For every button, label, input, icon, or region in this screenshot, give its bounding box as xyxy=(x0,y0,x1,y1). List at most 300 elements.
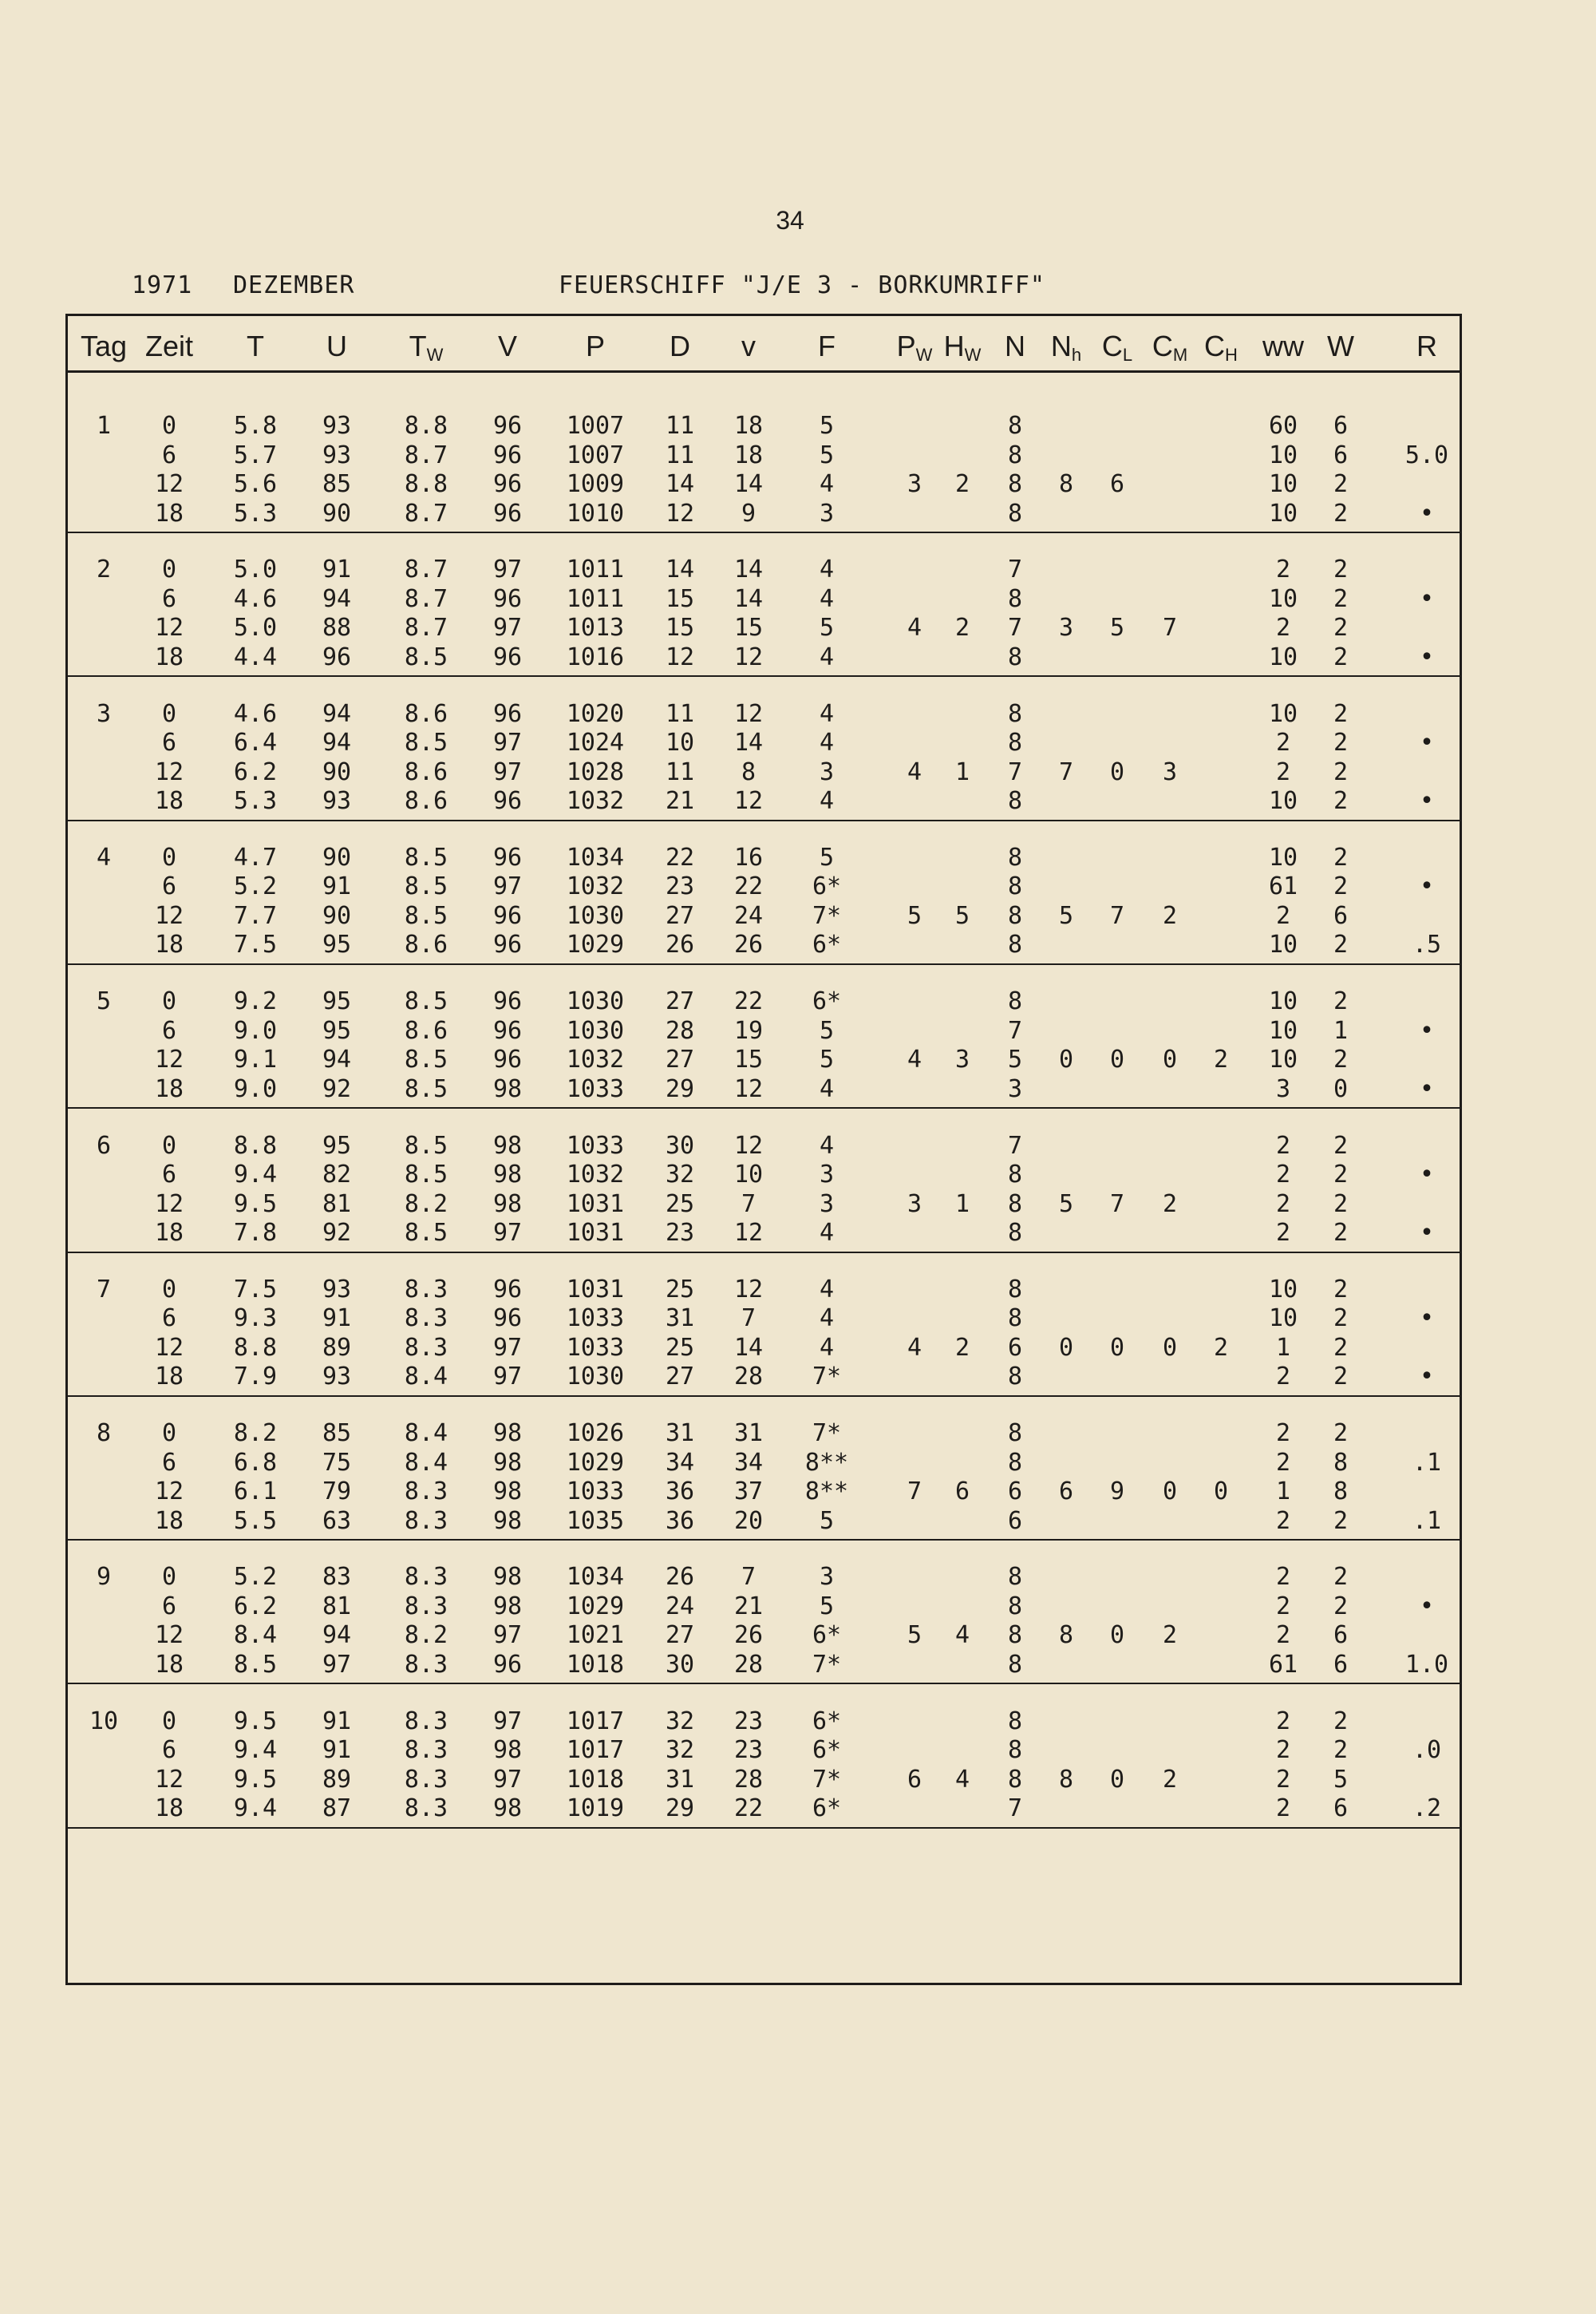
cell-f: 5 xyxy=(819,1046,835,1074)
cell-f: 4 xyxy=(819,470,835,498)
cell-hw: 1 xyxy=(954,1189,970,1218)
cell-tw: 8.6 xyxy=(404,931,448,959)
cell-p: 1029 xyxy=(566,931,625,959)
cell-zeit: 0 xyxy=(161,1419,177,1448)
cell-v: 12 xyxy=(733,1275,764,1303)
column-header-label: N xyxy=(1050,330,1072,362)
cell-t: 5.2 xyxy=(233,1563,278,1592)
cell-f: 4 xyxy=(819,556,835,584)
cell-p: 1007 xyxy=(566,441,625,469)
cell-w: 2 xyxy=(1333,787,1349,816)
cell-n: 8 xyxy=(1007,787,1023,816)
header-rule xyxy=(68,370,1460,373)
cell-p: 1032 xyxy=(566,1046,625,1074)
cell-d: 31 xyxy=(665,1765,695,1794)
cell-tw: 8.6 xyxy=(404,787,448,816)
cell-f: 5 xyxy=(819,843,835,872)
cell-n: 8 xyxy=(1007,1448,1023,1477)
cell-tw: 8.5 xyxy=(404,1131,448,1160)
cell-ww: 10 xyxy=(1268,1304,1298,1333)
cell-ww: 61 xyxy=(1268,1650,1298,1679)
cell-tw: 8.7 xyxy=(404,584,448,613)
cell-u: 88 xyxy=(322,614,352,643)
cell-t: 8.8 xyxy=(233,1333,278,1362)
cell-ww: 2 xyxy=(1275,757,1291,786)
cell-tw: 8.4 xyxy=(404,1419,448,1448)
cell-zeit: 18 xyxy=(154,1794,184,1823)
cell-cm: 0 xyxy=(1162,1333,1178,1362)
cell-v: 12 xyxy=(733,1219,764,1247)
cell-t: 4.6 xyxy=(233,584,278,613)
cell-v: 22 xyxy=(733,987,764,1016)
cell-n: 8 xyxy=(1007,729,1023,757)
cell-f: 4 xyxy=(819,729,835,757)
cell-ww: 2 xyxy=(1275,1448,1291,1477)
cell-w: 2 xyxy=(1333,1736,1349,1765)
cell-w: 6 xyxy=(1333,412,1349,440)
cell-t: 6.2 xyxy=(233,1592,278,1620)
cell-zeit: 0 xyxy=(161,987,177,1016)
cell-r: 5.0 xyxy=(1404,441,1449,469)
cell-u: 95 xyxy=(322,1016,352,1045)
cell-p: 1011 xyxy=(566,584,625,613)
column-header-subscript: W xyxy=(915,345,933,365)
cell-w: 6 xyxy=(1333,1794,1349,1823)
column-header-zeit xyxy=(145,330,193,363)
cell-u: 83 xyxy=(322,1563,352,1592)
cell-n: 6 xyxy=(1007,1506,1023,1535)
cell-zeit: 12 xyxy=(154,470,184,498)
column-header-v xyxy=(498,330,517,363)
cell-d: 32 xyxy=(665,1736,695,1765)
cell-v: 96 xyxy=(492,499,523,528)
cell-tw: 8.5 xyxy=(404,843,448,872)
cell-t: 6.1 xyxy=(233,1477,278,1506)
cell-v: 96 xyxy=(492,1275,523,1303)
column-header-cm xyxy=(1152,330,1187,366)
cell-t: 9.0 xyxy=(233,1074,278,1103)
cell-cl: 0 xyxy=(1109,757,1125,786)
cell-d: 14 xyxy=(665,470,695,498)
cell-d: 26 xyxy=(665,1563,695,1592)
day-separator xyxy=(68,1827,1460,1829)
column-header-pw xyxy=(897,330,933,366)
column-header-label: P xyxy=(896,330,916,362)
cell-v: 10 xyxy=(733,1161,764,1189)
cell-f: 4 xyxy=(819,699,835,728)
cell-v: 98 xyxy=(492,1794,523,1823)
cell-d: 11 xyxy=(665,757,695,786)
cell-zeit: 18 xyxy=(154,643,184,671)
cell-n: 8 xyxy=(1007,901,1023,930)
cell-p: 1033 xyxy=(566,1333,625,1362)
cell-zeit: 18 xyxy=(154,1506,184,1535)
column-header-v xyxy=(741,330,756,363)
day-number: 1 xyxy=(96,412,112,440)
column-header-u xyxy=(326,330,347,363)
cell-zeit: 12 xyxy=(154,1333,184,1362)
cell-n: 8 xyxy=(1007,1161,1023,1189)
cell-w: 2 xyxy=(1333,1304,1349,1333)
cell-u: 94 xyxy=(322,699,352,728)
cell-w: 6 xyxy=(1333,1650,1349,1679)
column-header-label: P xyxy=(585,330,606,362)
cell-w: 2 xyxy=(1333,1592,1349,1620)
cell-v: 12 xyxy=(733,787,764,816)
cell-ww: 2 xyxy=(1275,901,1291,930)
cell-d: 21 xyxy=(665,787,695,816)
cell-tw: 8.3 xyxy=(404,1506,448,1535)
cell-v: 7 xyxy=(741,1304,757,1333)
cell-n: 7 xyxy=(1007,1794,1023,1823)
cell-p: 1030 xyxy=(566,987,625,1016)
cell-v: 97 xyxy=(492,1621,523,1650)
cell-ww: 3 xyxy=(1275,1074,1291,1103)
cell-p: 1007 xyxy=(566,412,625,440)
cell-p: 1017 xyxy=(566,1707,625,1735)
day-number: 6 xyxy=(96,1131,112,1160)
cell-v: 20 xyxy=(733,1506,764,1535)
cell-p: 1017 xyxy=(566,1736,625,1765)
column-header-n xyxy=(1005,330,1025,363)
cell-f: 5 xyxy=(819,1016,835,1045)
cell-nh: 0 xyxy=(1058,1046,1074,1074)
cell-zeit: 12 xyxy=(154,901,184,930)
page-number: 34 xyxy=(776,206,804,235)
cell-n: 7 xyxy=(1007,556,1023,584)
cell-pw: 3 xyxy=(907,470,922,498)
cell-zeit: 18 xyxy=(154,1074,184,1103)
header-ship: FEUERSCHIFF "J/E 3 - BORKUMRIFF" xyxy=(559,271,1045,299)
cell-n: 8 xyxy=(1007,1419,1023,1448)
cell-f: 4 xyxy=(819,643,835,671)
day-number: 5 xyxy=(96,987,112,1016)
cell-d: 15 xyxy=(665,614,695,643)
cell-n: 8 xyxy=(1007,1363,1023,1391)
cell-t: 9.4 xyxy=(233,1794,278,1823)
cell-u: 82 xyxy=(322,1161,352,1189)
column-header-label: T xyxy=(247,330,264,362)
cell-n: 8 xyxy=(1007,843,1023,872)
cell-zeit: 0 xyxy=(161,843,177,872)
cell-p: 1030 xyxy=(566,1016,625,1045)
cell-t: 9.5 xyxy=(233,1189,278,1218)
cell-n: 7 xyxy=(1007,1131,1023,1160)
day-separator xyxy=(68,1107,1460,1109)
cell-tw: 8.5 xyxy=(404,1161,448,1189)
cell-tw: 8.4 xyxy=(404,1363,448,1391)
cell-tw: 8.5 xyxy=(404,872,448,901)
cell-tw: 8.3 xyxy=(404,1765,448,1794)
cell-d: 31 xyxy=(665,1304,695,1333)
cell-r: • xyxy=(1419,1592,1435,1620)
cell-ww: 2 xyxy=(1275,1592,1291,1620)
cell-ww: 2 xyxy=(1275,1765,1291,1794)
cell-w: 2 xyxy=(1333,757,1349,786)
cell-f: 7* xyxy=(812,1363,842,1391)
cell-r: • xyxy=(1419,499,1435,528)
cell-n: 8 xyxy=(1007,987,1023,1016)
cell-u: 63 xyxy=(322,1506,352,1535)
cell-r: .1 xyxy=(1412,1448,1442,1477)
cell-t: 6.8 xyxy=(233,1448,278,1477)
cell-u: 91 xyxy=(322,556,352,584)
cell-zeit: 12 xyxy=(154,757,184,786)
cell-u: 90 xyxy=(322,757,352,786)
cell-f: 4 xyxy=(819,787,835,816)
day-separator xyxy=(68,1252,1460,1253)
cell-tw: 8.6 xyxy=(404,699,448,728)
column-header-label: Tag xyxy=(80,330,128,362)
cell-ww: 10 xyxy=(1268,441,1298,469)
cell-ch: 2 xyxy=(1213,1333,1229,1362)
cell-zeit: 12 xyxy=(154,1477,184,1506)
cell-zeit: 0 xyxy=(161,412,177,440)
cell-hw: 2 xyxy=(954,1333,970,1362)
cell-tw: 8.7 xyxy=(404,499,448,528)
cell-zeit: 0 xyxy=(161,1275,177,1303)
cell-v: 15 xyxy=(733,1046,764,1074)
cell-v: 97 xyxy=(492,1363,523,1391)
cell-n: 8 xyxy=(1007,1736,1023,1765)
cell-r: • xyxy=(1419,643,1435,671)
cell-nh: 6 xyxy=(1058,1477,1074,1506)
cell-tw: 8.3 xyxy=(404,1592,448,1620)
cell-tw: 8.7 xyxy=(404,556,448,584)
cell-d: 32 xyxy=(665,1707,695,1735)
cell-tw: 8.5 xyxy=(404,643,448,671)
cell-n: 8 xyxy=(1007,643,1023,671)
cell-v: 98 xyxy=(492,1189,523,1218)
cell-pw: 3 xyxy=(907,1189,922,1218)
column-header-tag xyxy=(81,330,127,363)
cell-w: 8 xyxy=(1333,1477,1349,1506)
cell-t: 5.3 xyxy=(233,787,278,816)
cell-p: 1032 xyxy=(566,787,625,816)
cell-t: 8.2 xyxy=(233,1419,278,1448)
cell-t: 7.9 xyxy=(233,1363,278,1391)
cell-n: 8 xyxy=(1007,412,1023,440)
day-separator xyxy=(68,963,1460,965)
column-header-r xyxy=(1416,330,1437,363)
cell-w: 2 xyxy=(1333,499,1349,528)
cell-p: 1032 xyxy=(566,872,625,901)
column-header-subscript: W xyxy=(964,345,982,365)
cell-d: 23 xyxy=(665,872,695,901)
cell-tw: 8.2 xyxy=(404,1621,448,1650)
cell-ww: 10 xyxy=(1268,1016,1298,1045)
cell-u: 91 xyxy=(322,1736,352,1765)
cell-v: 18 xyxy=(733,412,764,440)
cell-d: 24 xyxy=(665,1592,695,1620)
cell-f: 6* xyxy=(812,1707,842,1735)
cell-cl: 5 xyxy=(1109,614,1125,643)
cell-n: 8 xyxy=(1007,1563,1023,1592)
cell-d: 29 xyxy=(665,1794,695,1823)
column-header-label: N xyxy=(1005,330,1025,362)
cell-w: 1 xyxy=(1333,1016,1349,1045)
column-header-subscript: W xyxy=(426,345,444,365)
cell-t: 4.7 xyxy=(233,843,278,872)
cell-n: 3 xyxy=(1007,1074,1023,1103)
column-header-label: T xyxy=(409,330,427,362)
cell-w: 2 xyxy=(1333,614,1349,643)
cell-f: 6* xyxy=(812,1794,842,1823)
cell-n: 6 xyxy=(1007,1477,1023,1506)
cell-tw: 8.8 xyxy=(404,470,448,498)
cell-d: 22 xyxy=(665,843,695,872)
cell-v: 96 xyxy=(492,584,523,613)
cell-v: 16 xyxy=(733,843,764,872)
column-header-subscript: H xyxy=(1225,345,1238,365)
cell-ww: 2 xyxy=(1275,1219,1291,1247)
column-header-label: C xyxy=(1152,330,1173,362)
cell-pw: 4 xyxy=(907,1046,922,1074)
cell-t: 5.3 xyxy=(233,499,278,528)
cell-u: 79 xyxy=(322,1477,352,1506)
cell-zeit: 0 xyxy=(161,699,177,728)
cell-w: 2 xyxy=(1333,1189,1349,1218)
day-separator xyxy=(68,1395,1460,1397)
cell-u: 90 xyxy=(322,901,352,930)
column-header-label: U xyxy=(326,330,347,362)
cell-f: 3 xyxy=(819,1189,835,1218)
cell-tw: 8.7 xyxy=(404,614,448,643)
cell-u: 93 xyxy=(322,412,352,440)
cell-ww: 1 xyxy=(1275,1477,1291,1506)
cell-d: 25 xyxy=(665,1189,695,1218)
cell-v: 14 xyxy=(733,729,764,757)
cell-ch: 0 xyxy=(1213,1477,1229,1506)
cell-w: 2 xyxy=(1333,931,1349,959)
column-header-subscript: h xyxy=(1071,345,1082,365)
cell-p: 1033 xyxy=(566,1304,625,1333)
cell-ww: 2 xyxy=(1275,1161,1291,1189)
cell-v: 97 xyxy=(492,1765,523,1794)
cell-v: 98 xyxy=(492,1131,523,1160)
cell-v: 97 xyxy=(492,729,523,757)
cell-v: 12 xyxy=(733,643,764,671)
cell-n: 8 xyxy=(1007,699,1023,728)
cell-p: 1033 xyxy=(566,1131,625,1160)
cell-v: 98 xyxy=(492,1592,523,1620)
cell-cl: 7 xyxy=(1109,901,1125,930)
cell-r: .0 xyxy=(1412,1736,1442,1765)
cell-u: 85 xyxy=(322,1419,352,1448)
cell-u: 94 xyxy=(322,729,352,757)
cell-d: 34 xyxy=(665,1448,695,1477)
cell-tw: 8.3 xyxy=(404,1563,448,1592)
cell-ww: 2 xyxy=(1275,1707,1291,1735)
cell-tw: 8.3 xyxy=(404,1650,448,1679)
cell-n: 8 xyxy=(1007,872,1023,901)
cell-u: 89 xyxy=(322,1765,352,1794)
cell-n: 8 xyxy=(1007,584,1023,613)
cell-d: 14 xyxy=(665,556,695,584)
cell-zeit: 6 xyxy=(161,1592,177,1620)
cell-tw: 8.6 xyxy=(404,1016,448,1045)
cell-tw: 8.3 xyxy=(404,1794,448,1823)
column-header-nh xyxy=(1051,330,1081,366)
cell-t: 6.4 xyxy=(233,729,278,757)
cell-cm: 3 xyxy=(1162,757,1178,786)
cell-nh: 8 xyxy=(1058,470,1074,498)
cell-w: 2 xyxy=(1333,584,1349,613)
cell-f: 5 xyxy=(819,441,835,469)
cell-zeit: 0 xyxy=(161,1563,177,1592)
cell-p: 1031 xyxy=(566,1219,625,1247)
cell-d: 28 xyxy=(665,1016,695,1045)
day-number: 2 xyxy=(96,556,112,584)
cell-p: 1016 xyxy=(566,643,625,671)
cell-w: 2 xyxy=(1333,1363,1349,1391)
cell-p: 1031 xyxy=(566,1275,625,1303)
cell-v: 9 xyxy=(741,499,757,528)
cell-hw: 5 xyxy=(954,901,970,930)
cell-tw: 8.3 xyxy=(404,1477,448,1506)
day-separator xyxy=(68,820,1460,821)
cell-ww: 2 xyxy=(1275,1189,1291,1218)
cell-v: 28 xyxy=(733,1363,764,1391)
cell-u: 96 xyxy=(322,643,352,671)
cell-tw: 8.3 xyxy=(404,1275,448,1303)
cell-p: 1024 xyxy=(566,729,625,757)
cell-nh: 8 xyxy=(1058,1621,1074,1650)
day-separator xyxy=(68,1683,1460,1684)
column-header-label: Zeit xyxy=(144,330,194,362)
cell-tw: 8.5 xyxy=(404,901,448,930)
cell-t: 9.5 xyxy=(233,1765,278,1794)
cell-v: 28 xyxy=(733,1650,764,1679)
cell-n: 8 xyxy=(1007,1275,1023,1303)
cell-tw: 8.8 xyxy=(404,412,448,440)
cell-d: 27 xyxy=(665,1046,695,1074)
cell-v: 24 xyxy=(733,901,764,930)
cell-ww: 2 xyxy=(1275,1363,1291,1391)
cell-p: 1029 xyxy=(566,1448,625,1477)
cell-d: 23 xyxy=(665,1219,695,1247)
cell-t: 5.7 xyxy=(233,441,278,469)
cell-u: 94 xyxy=(322,584,352,613)
cell-p: 1033 xyxy=(566,1074,625,1103)
cell-p: 1019 xyxy=(566,1794,625,1823)
cell-v: 14 xyxy=(733,584,764,613)
cell-f: 3 xyxy=(819,499,835,528)
cell-zeit: 0 xyxy=(161,1707,177,1735)
cell-v: 98 xyxy=(492,1736,523,1765)
cell-u: 97 xyxy=(322,1650,352,1679)
cell-ww: 10 xyxy=(1268,843,1298,872)
cell-w: 6 xyxy=(1333,1621,1349,1650)
cell-cl: 0 xyxy=(1109,1765,1125,1794)
cell-v: 22 xyxy=(733,1794,764,1823)
cell-n: 8 xyxy=(1007,931,1023,959)
cell-p: 1028 xyxy=(566,757,625,786)
cell-p: 1032 xyxy=(566,1161,625,1189)
cell-zeit: 6 xyxy=(161,1304,177,1333)
cell-t: 5.5 xyxy=(233,1506,278,1535)
cell-u: 90 xyxy=(322,499,352,528)
cell-u: 81 xyxy=(322,1592,352,1620)
cell-f: 7* xyxy=(812,1765,842,1794)
day-number: 7 xyxy=(96,1275,112,1303)
cell-p: 1029 xyxy=(566,1592,625,1620)
cell-t: 5.0 xyxy=(233,556,278,584)
cell-u: 91 xyxy=(322,1304,352,1333)
cell-hw: 2 xyxy=(954,614,970,643)
cell-f: 4 xyxy=(819,1131,835,1160)
cell-hw: 4 xyxy=(954,1765,970,1794)
